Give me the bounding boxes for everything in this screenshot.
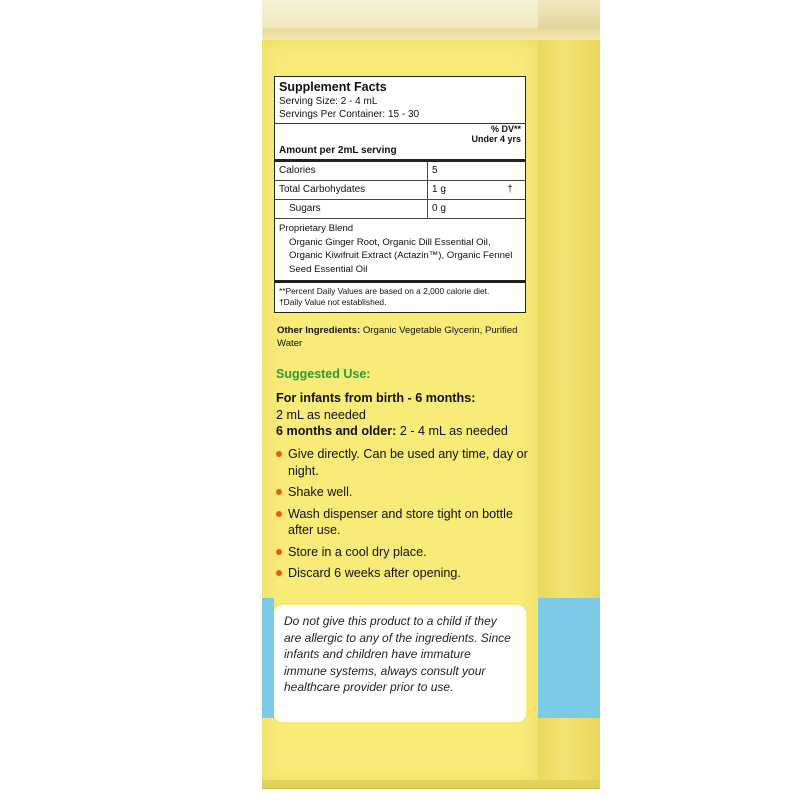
bullet-dot-icon [276, 489, 282, 495]
other-ingredients-text: Organic Vegetable Glycerin, Purified Water [277, 325, 518, 349]
other-ingredients-label: Other Ingredients: [277, 325, 361, 336]
row-dv [495, 200, 525, 218]
bullet-text: Give directly. Can be used any time, day or night. [288, 447, 528, 478]
bullet-text: Shake well. [288, 485, 353, 499]
list-item [276, 506, 531, 539]
proprietary-blend [275, 219, 525, 283]
facts-header [275, 77, 525, 124]
box-edge-blue-band [538, 598, 600, 718]
infants-dose: 2 mL as needed [276, 407, 366, 422]
older-label: 6 months and older: [276, 424, 397, 438]
box-bottom [262, 780, 600, 789]
dv-header-age: Under 4 yrs [471, 134, 521, 144]
suggested-use-title: Suggested Use: [276, 367, 371, 381]
usage-bullets [276, 446, 531, 587]
row-value: 0 g [427, 200, 495, 218]
amount-header: Amount per 2mL serving [279, 145, 397, 156]
row-name: Sugars [289, 203, 321, 214]
facts-row-sugars [275, 200, 525, 219]
dv-header-percent: % DV** [490, 124, 521, 134]
footnote-dv: **Percent Daily Values are based on a 2,000 calorie diet. [279, 286, 490, 296]
facts-footnotes [275, 283, 525, 312]
facts-title: Supplement Facts [279, 80, 387, 94]
row-dv [495, 162, 525, 180]
row-value: 1 g [427, 181, 495, 199]
blend-title: Proprietary Blend [279, 223, 354, 234]
bullet-dot-icon [276, 549, 282, 555]
bullet-text: Discard 6 weeks after opening. [288, 566, 461, 580]
row-dv: † [507, 184, 513, 195]
list-item [276, 484, 531, 501]
bullet-text: Store in a cool dry place. [288, 544, 427, 559]
facts-row-calories [275, 162, 525, 181]
list-item [276, 565, 531, 582]
servings-per-container: Servings Per Container: 15 - 30 [279, 109, 420, 120]
older-dose: 2 - 4 mL as needed [396, 424, 508, 438]
row-name: Total Carbohydates [279, 184, 366, 195]
dosage-instructions [276, 390, 531, 440]
warning-box: Do not give this product to a child if they are allergic to any of the ingredients. Since infants and children have immature immune systems, always consult your healthcare provider prior to use. [274, 605, 526, 722]
bullet-dot-icon [276, 570, 282, 576]
other-ingredients [277, 324, 527, 350]
facts-row-carbohydrates [275, 181, 525, 200]
dv-header [275, 124, 525, 144]
amount-per-serving [275, 144, 525, 162]
serving-size: Serving Size: 2 - 4 mL [279, 96, 378, 107]
list-item [276, 446, 531, 479]
panel-blue-band [262, 598, 274, 718]
row-value: 5 [427, 162, 495, 180]
bullet-dot-icon [276, 451, 282, 457]
supplement-facts-panel [274, 76, 526, 313]
row-name: Calories [279, 165, 316, 176]
footnote-dagger: †Daily Value not established. [279, 297, 387, 307]
infants-label: For infants from birth - 6 months: [276, 391, 476, 405]
list-item [276, 544, 531, 561]
bullet-text: Wash dispenser and store tight on bottle after use. [288, 506, 513, 537]
blend-ingredients: Organic Ginger Root, Organic Dill Essential Oil, Organic Kiwifruit Extract (Actazin™), Organic Fennel Seed Essential Oil [289, 236, 513, 275]
bullet-dot-icon [276, 511, 282, 517]
